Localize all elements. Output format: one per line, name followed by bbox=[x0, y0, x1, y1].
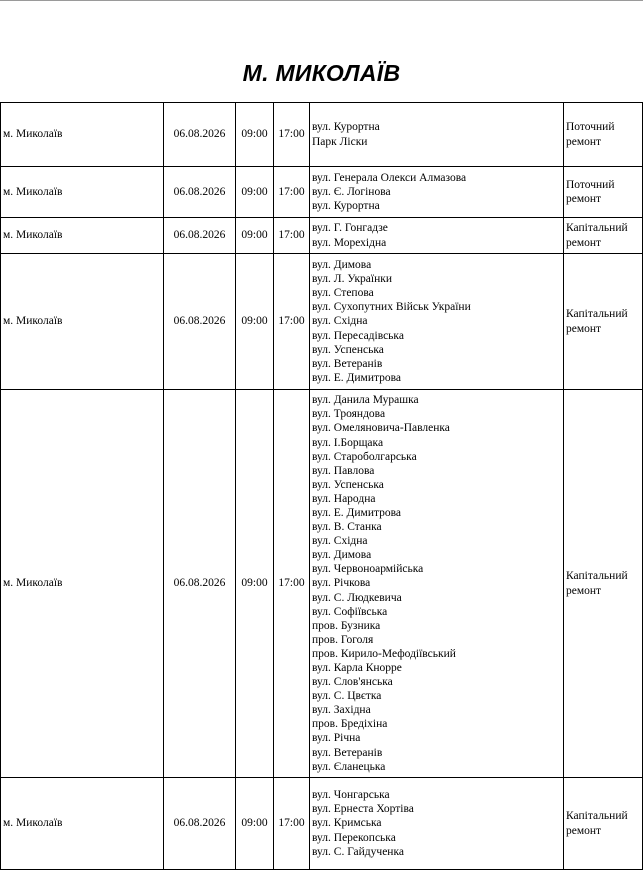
street-name: вул. Курортна bbox=[312, 121, 380, 134]
streets-cell bbox=[310, 218, 564, 254]
repair-type-cell bbox=[564, 167, 643, 218]
street-name: вул. Річна bbox=[312, 732, 361, 745]
street-name: вул. Староболгарська bbox=[312, 450, 417, 463]
end-time-cell: 17:00 bbox=[274, 254, 310, 390]
street-name: вул. Успенська bbox=[312, 343, 384, 356]
end-time-cell: 17:00 bbox=[274, 218, 310, 254]
street-name: вул. Данила Мурашка bbox=[312, 394, 419, 407]
streets-cell bbox=[310, 390, 564, 778]
start-time-cell: 09:00 bbox=[236, 103, 274, 167]
repair-type-cell bbox=[564, 254, 643, 390]
city-cell: м. Миколаїв bbox=[1, 218, 164, 254]
end-time-cell: 17:00 bbox=[274, 167, 310, 218]
repair-type-text: ремонт bbox=[566, 193, 602, 205]
table-row bbox=[1, 103, 643, 167]
street-name: вул. Річкова bbox=[312, 577, 371, 590]
street-name: вул. Морехідна bbox=[312, 236, 387, 249]
street-name: вул. Л. Українки bbox=[312, 273, 392, 286]
start-time-cell: 09:00 bbox=[236, 167, 274, 218]
repair-type-cell bbox=[564, 778, 643, 870]
street-name: пров. Бузника bbox=[312, 619, 381, 632]
schedule-table-body bbox=[1, 103, 643, 870]
streets-cell bbox=[310, 167, 564, 218]
street-name: вул. Є. Логінова bbox=[312, 185, 391, 198]
page-title: М. МИКОЛАЇВ bbox=[242, 60, 401, 86]
outage-schedule-table bbox=[0, 102, 643, 870]
street-name: вул. С. Цвєтка bbox=[312, 690, 382, 703]
repair-type-text: ремонт bbox=[566, 135, 602, 148]
repair-type-text: Капітальний bbox=[566, 222, 628, 235]
table-row bbox=[1, 254, 643, 390]
street-name: вул. Чонгарська bbox=[312, 789, 390, 802]
repair-type-text: ремонт bbox=[566, 824, 602, 837]
street-name: вул. Г. Гонгадзе bbox=[312, 222, 388, 235]
street-name: вул. Ернеста Хортіва bbox=[312, 803, 414, 816]
city-cell: м. Миколаїв bbox=[1, 778, 164, 870]
street-name: вул. Степова bbox=[312, 287, 374, 300]
repair-type-text: Капітальний bbox=[566, 570, 628, 583]
repair-type-text: Поточний bbox=[566, 178, 615, 191]
street-name: вул. Єланецька bbox=[312, 760, 386, 773]
street-name: пров. Кирило-Мефодіївський bbox=[312, 647, 456, 660]
street-name: вул. Курортна bbox=[312, 200, 380, 213]
streets-cell bbox=[310, 778, 564, 870]
date-cell: 06.08.2026 bbox=[164, 254, 236, 390]
date-cell: 06.08.2026 bbox=[164, 390, 236, 778]
street-name: вул. Димова bbox=[312, 259, 372, 272]
date-cell: 06.08.2026 bbox=[164, 167, 236, 218]
street-name: вул. Димова bbox=[312, 549, 372, 562]
streets-cell bbox=[310, 254, 564, 390]
start-time-cell: 09:00 bbox=[236, 254, 274, 390]
city-cell: м. Миколаїв bbox=[1, 167, 164, 218]
repair-type-text: Капітальний bbox=[566, 810, 628, 823]
street-name: вул. Східна bbox=[312, 535, 368, 548]
street-name: вул. Народна bbox=[312, 492, 376, 505]
start-time-cell: 09:00 bbox=[236, 390, 274, 778]
street-name: вул. Софіївська bbox=[312, 605, 388, 618]
city-cell: м. Миколаїв bbox=[1, 254, 164, 390]
street-name: Парк Ліски bbox=[312, 135, 368, 148]
start-time-cell: 09:00 bbox=[236, 778, 274, 870]
repair-type-text: ремонт bbox=[566, 322, 602, 335]
repair-type-cell bbox=[564, 390, 643, 778]
end-time-cell: 17:00 bbox=[274, 390, 310, 778]
repair-type-cell bbox=[564, 103, 643, 167]
street-name: пров. Бредіхіна bbox=[312, 718, 388, 731]
street-name: вул. Пересадівська bbox=[312, 329, 404, 342]
street-name: вул. Генерала Олекси Алмазова bbox=[312, 171, 467, 184]
streets-cell bbox=[310, 103, 564, 167]
street-name: вул. Карла Кнорре bbox=[312, 662, 402, 675]
street-name: вул. Західна bbox=[312, 704, 371, 717]
table-row bbox=[1, 218, 643, 254]
repair-type-cell bbox=[564, 218, 643, 254]
repair-type-text: Поточний bbox=[566, 121, 615, 134]
street-name: вул. В. Станка bbox=[312, 521, 382, 534]
street-name: вул. Трояндова bbox=[312, 408, 386, 421]
start-time-cell: 09:00 bbox=[236, 218, 274, 254]
street-name: вул. Східна bbox=[312, 315, 368, 328]
street-name: вул. С. Гайдученка bbox=[312, 845, 404, 858]
table-row bbox=[1, 778, 643, 870]
table-row bbox=[1, 390, 643, 778]
date-cell: 06.08.2026 bbox=[164, 778, 236, 870]
date-cell: 06.08.2026 bbox=[164, 218, 236, 254]
repair-type-text: Капітальний bbox=[566, 308, 628, 321]
street-name: пров. Гоголя bbox=[312, 633, 374, 646]
city-cell: м. Миколаїв bbox=[1, 390, 164, 778]
repair-type-text: ремонт bbox=[566, 236, 602, 249]
street-name: вул. Е. Димитрова bbox=[312, 506, 402, 519]
end-time-cell: 17:00 bbox=[274, 778, 310, 870]
street-name: вул. Сухопутних Військ України bbox=[312, 301, 471, 314]
table-row bbox=[1, 167, 643, 218]
street-name: вул. Слов'янська bbox=[312, 676, 393, 689]
date-cell: 06.08.2026 bbox=[164, 103, 236, 167]
street-name: вул. Червоноармійська bbox=[312, 563, 424, 576]
city-cell: м. Миколаїв bbox=[1, 103, 164, 167]
street-name: вул. Перекопська bbox=[312, 831, 396, 844]
street-name: вул. С. Людкевича bbox=[312, 591, 402, 604]
street-name: вул. Кримська bbox=[312, 817, 382, 830]
street-name: вул. Успенська bbox=[312, 478, 384, 491]
street-name: вул. Е. Димитрова bbox=[312, 371, 402, 384]
end-time-cell: 17:00 bbox=[274, 103, 310, 167]
street-name: вул. І.Борщака bbox=[312, 436, 384, 449]
street-name: вул. Омеляновича-Павленка bbox=[312, 422, 450, 435]
repair-type-text: ремонт bbox=[566, 584, 602, 597]
street-name: вул. Ветеранів bbox=[312, 357, 383, 370]
street-name: вул. Ветеранів bbox=[312, 746, 383, 759]
top-border-line bbox=[0, 0, 643, 1]
street-name: вул. Павлова bbox=[312, 464, 375, 477]
